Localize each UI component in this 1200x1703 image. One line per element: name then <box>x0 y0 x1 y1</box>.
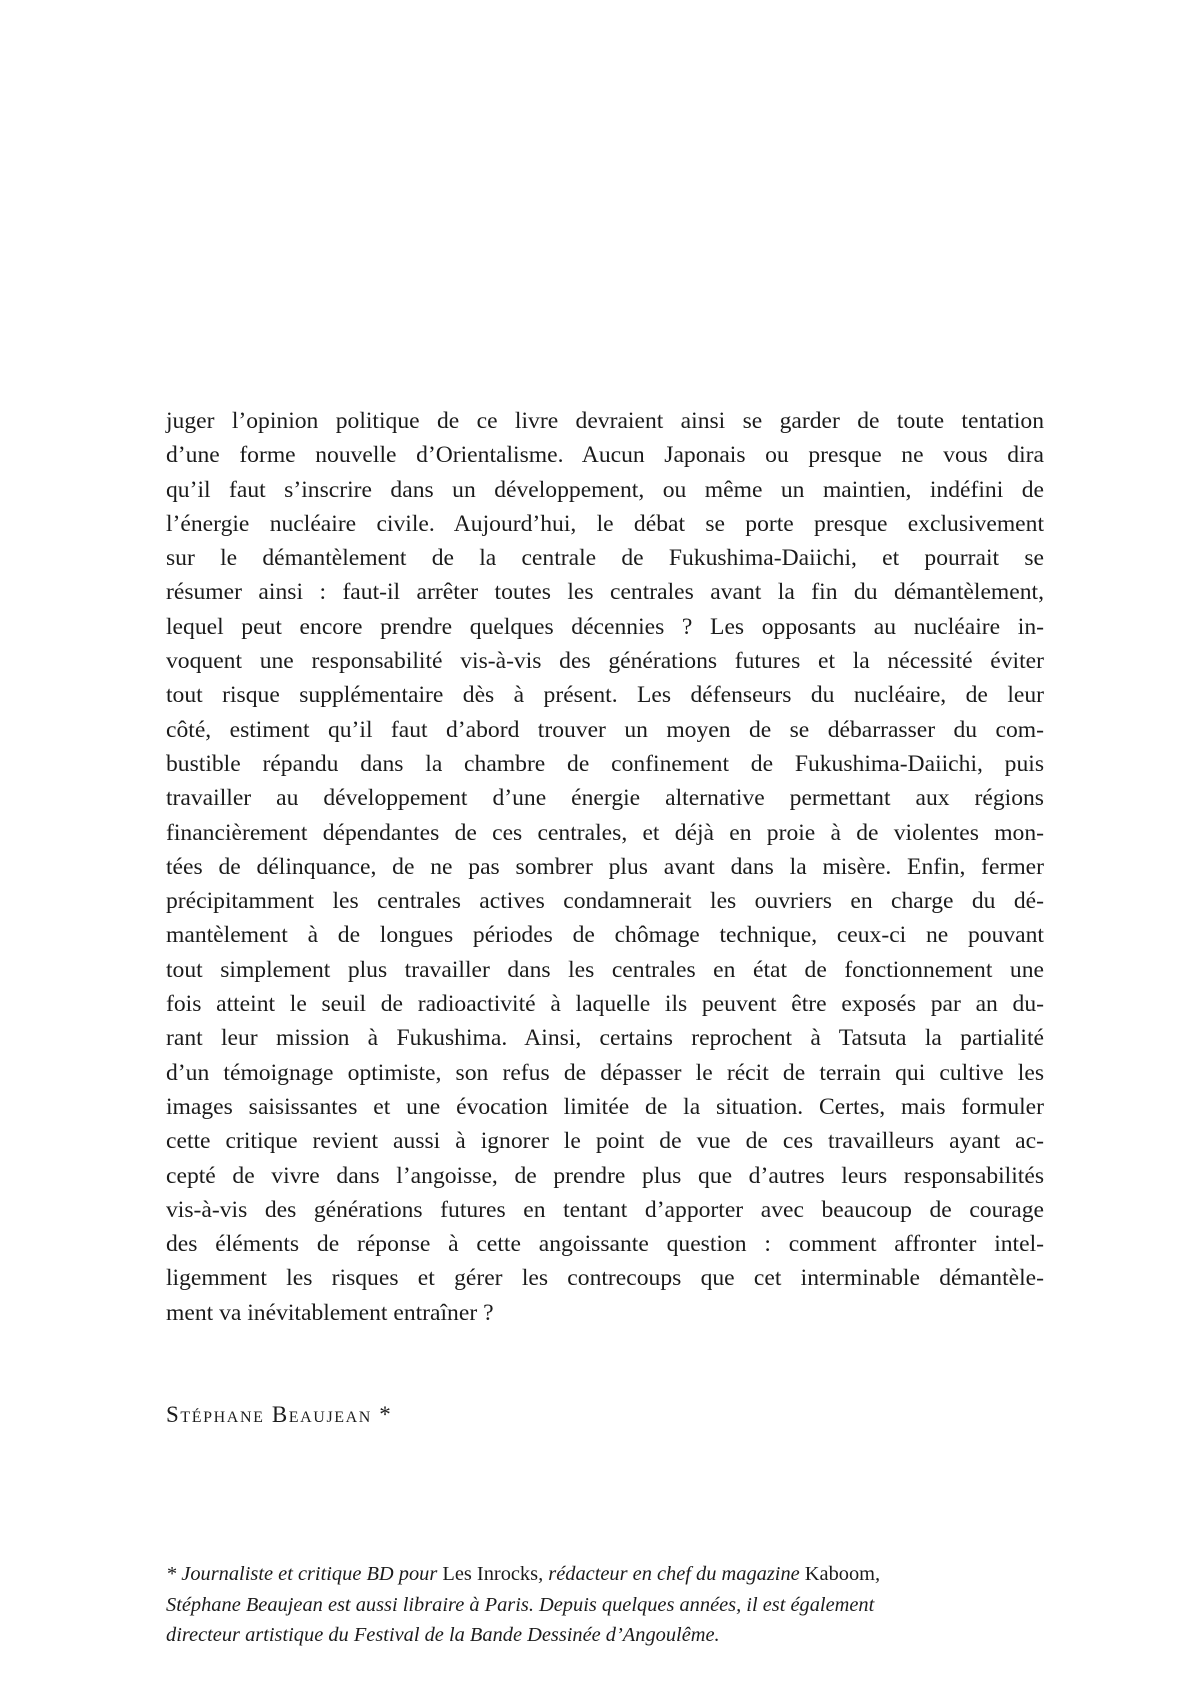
paragraph-line: l’énergie nucléaire civile. Aujourd’hui, le débat se porte presque exclusivement <box>166 510 1044 537</box>
body-paragraph <box>166 404 1044 1330</box>
footnote-publication: Les Inrocks <box>442 1563 539 1585</box>
paragraph-line: tées de délinquance, de ne pas sombrer plus avant dans la misère. Enfin, fermer <box>166 853 1044 880</box>
footnote-line <box>166 1559 1044 1590</box>
paragraph-line: vis-à-vis des générations futures en tentant d’apporter avec beaucoup de courage <box>166 1196 1044 1223</box>
footnote-text: , rédacteur en chef du magazine <box>538 1563 805 1585</box>
footnote-text: Stéphane Beaujean est aussi libraire à Paris. Depuis quelques années, il est également <box>166 1593 875 1616</box>
footnote-text: directeur artistique du Festival de la Bande Dessinée d’Angoulême. <box>166 1624 720 1646</box>
paragraph-line: financièrement dépendantes de ces centrales, et déjà en proie à de violentes mon- <box>166 819 1044 846</box>
paragraph-line: ment va inévitablement entraîner ? <box>166 1299 494 1326</box>
paragraph-line: résumer ainsi : faut-il arrêter toutes les centrales avant la fin du démantèlement, <box>166 579 1044 606</box>
paragraph-line: d’une forme nouvelle d’Orientalisme. Aucun Japonais ou presque ne vous dira <box>166 442 1044 469</box>
footnote-publication: Kaboom <box>804 1563 876 1585</box>
paragraph-line: juger l’opinion politique de ce livre devraient ainsi se garder de toute tentation <box>166 408 1044 434</box>
paragraph-line: ligemment les risques et gérer les contrecoups que cet interminable démantèle- <box>166 1265 1044 1292</box>
paragraph-line: tout simplement plus travailler dans les centrales en état de fonctionnement une <box>166 956 1044 983</box>
paragraph-line: qu’il faut s’inscrire dans un développement, ou même un maintien, indéfini de <box>166 476 1044 503</box>
paragraph-line: précipitamment les centrales actives condamnerait les ouvriers en charge du dé- <box>166 888 1044 915</box>
paragraph-line: images saisissantes et une évocation limitée de la situation. Certes, mais formuler <box>166 1093 1044 1120</box>
footnote-line <box>166 1590 1044 1621</box>
paragraph-line: d’un témoignage optimiste, son refus de dépasser le récit de terrain qui cultive les <box>166 1059 1044 1086</box>
paragraph-line: travailler au développement d’une énergie alternative permettant aux régions <box>166 785 1044 812</box>
paragraph-line: fois atteint le seuil de radioactivité à laquelle ils peuvent être exposés par an du- <box>166 991 1044 1018</box>
footnote-line <box>166 1620 1044 1651</box>
paragraph-line: voquent une responsabilité vis-à-vis des générations futures et la nécessité éviter <box>166 648 1044 675</box>
paragraph-line: rant leur mission à Fukushima. Ainsi, certains reprochent à Tatsuta la partialité <box>166 1025 1044 1052</box>
paragraph-line: mantèlement à de longues périodes de chômage technique, ceux-ci ne pouvant <box>166 922 1044 949</box>
paragraph-line: cepté de vivre dans l’angoisse, de prendre plus que d’autres leurs responsabilités <box>166 1162 1044 1189</box>
paragraph-line: bustible répandu dans la chambre de confinement de Fukushima-Daiichi, puis <box>166 750 1044 777</box>
footnote-text: * Journaliste et critique BD pour <box>166 1563 443 1585</box>
author-footnote <box>166 1559 1044 1651</box>
paragraph-line: côté, estiment qu’il faut d’abord trouver un moyen de se débarrasser du com- <box>166 716 1044 743</box>
paragraph-line: cette critique revient aussi à ignorer le point de vue de ces travailleurs ayant ac- <box>166 1128 1044 1155</box>
author-signature: Stéphane Beaujean * <box>166 1402 393 1427</box>
paragraph-line: tout risque supplémentaire dès à présent. Les défenseurs du nucléaire, de leur <box>166 682 1044 709</box>
paragraph-line: sur le démantèlement de la centrale de Fukushima-Daiichi, et pourrait se <box>166 545 1044 572</box>
paragraph-line: lequel peut encore prendre quelques décennies ? Les opposants au nucléaire in- <box>166 613 1044 640</box>
paragraph-line: des éléments de réponse à cette angoissante question : comment affronter intel- <box>166 1231 1044 1258</box>
footnote-text: , <box>875 1563 881 1585</box>
